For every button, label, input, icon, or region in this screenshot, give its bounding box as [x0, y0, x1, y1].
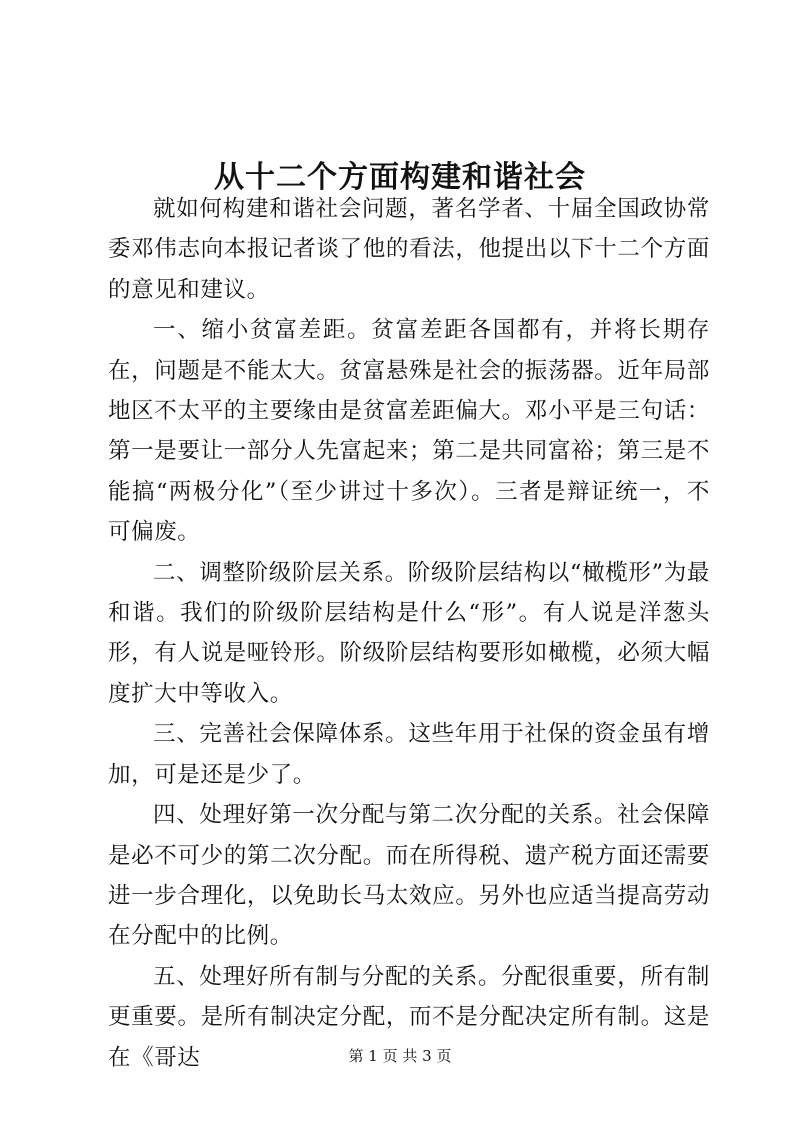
- document-title: 从十二个方面构建和谐社会: [214, 160, 586, 196]
- paragraph-5: 五、处理好所有制与分配的关系。分配很重要，所有制更重要。是所有制决定分配，而不是分配决定所有制。这是在《哥达: [108, 963, 710, 1071]
- paragraph-intro: 就如何构建和谐社会问题，著名学者、十届全国政协常委邓伟志向本报记者谈了他的看法，他提出以下十二个方面的意见和建议。: [108, 196, 710, 303]
- paragraph-4: 四、处理好第一次分配与第二次分配的关系。社会保障是必不可少的第二次分配。而在所得税、遗产税方面还需要进一步合理化，以免助长马太效应。另外也应适当提高劳动在分配中的比例。: [108, 802, 710, 950]
- paragraph-3: 三、完善社会保障体系。这些年用于社保的资金虽有增加，可是还是少了。: [108, 721, 710, 788]
- paragraph-1: 一、缩小贫富差距。贫富差距各国都有，并将长期存在，问题是不能太大。贫富悬殊是社会的振荡器。近年局部地区不太平的主要缘由是贫富差距偏大。邓小平是三句话：第一是要让一部分人先富起来；第二是共同富裕；第三是不能搞“两极分化”（至少讲过十多次）。三者是辩证统一，不可偏废。: [108, 317, 710, 546]
- document-body: [108, 189, 710, 1078]
- page-footer: 第 1 页 共 3 页: [348, 1047, 452, 1065]
- paragraph-2: 二、调整阶级阶层关系。阶级阶层结构以“橄榄形”为最和谐。我们的阶级阶层结构是什么“形”。有人说是洋葱头形，有人说是哑铃形。阶级阶层结构要形如橄榄，必须大幅度扩大中等收入。: [108, 559, 710, 707]
